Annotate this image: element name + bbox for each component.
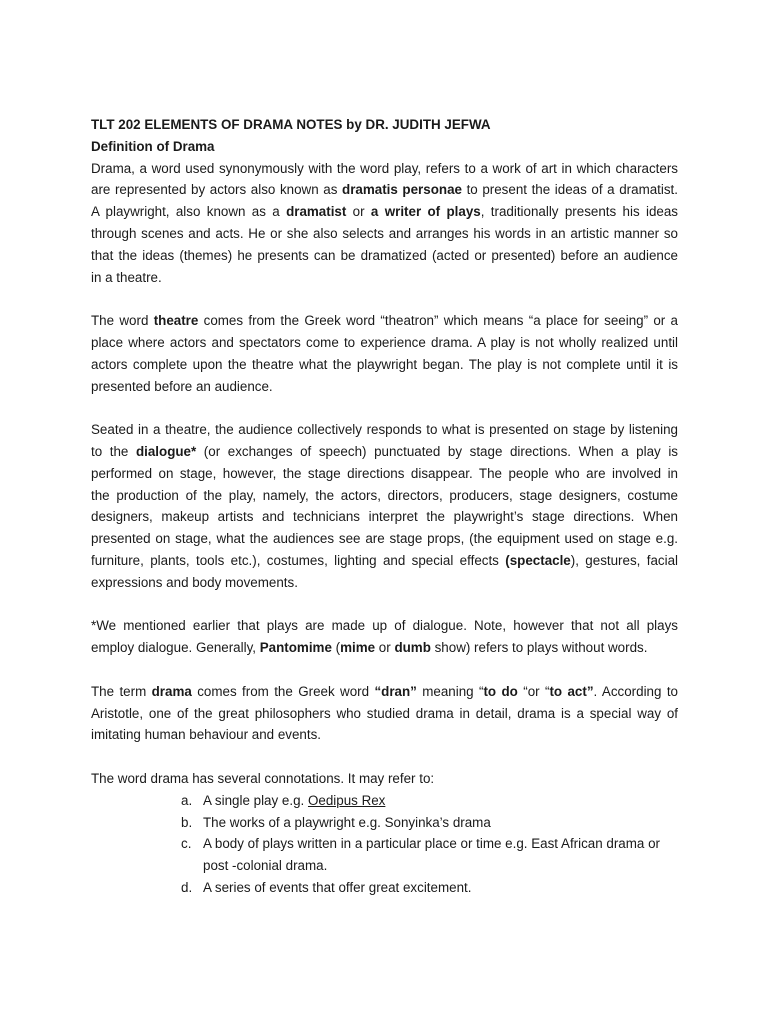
paragraph-connotations (91, 768, 678, 899)
connotations-list (91, 790, 678, 899)
list-marker: c. (181, 836, 192, 852)
text-line: furniture, plants, tools etc.), costumes, lighting and special effects (spectacle), gestures, facial (91, 552, 678, 568)
text-line: The word drama has several connotations. It may refer to: (91, 770, 435, 786)
text-line: Seated in a theatre, the audience collectively responds to what is presented on stage by listening (91, 422, 678, 438)
text-line: *We mentioned earlier that plays are made up of dialogue. Note, however that not all plays (91, 618, 678, 634)
play-title: Oedipus Rex (307, 792, 386, 808)
text-line: Drama, a word used synonymously with the word play, refers to a work of art in which characters (91, 160, 678, 176)
text-line: in a theatre. (91, 269, 162, 285)
list-item-text: The works of a playwright e.g. Sonyinka’s drama (203, 814, 491, 830)
text-line: The word theatre comes from the Greek word “theatron” which means “a place for seeing” or a (91, 313, 678, 329)
text-line: that the ideas (themes) he presents can be dramatized (acted or presented) before an audience (91, 247, 678, 263)
text-line: the production of the play, namely, the actors, directors, producers, stage designers, costume (91, 487, 678, 503)
text-line: through scenes and acts. He or she also selects and arranges his words in an artistic manner so (91, 225, 678, 241)
paragraph-gap (91, 594, 678, 616)
text-line: designers, makeup artists and technicians interpret the playwright’s stage directions. When (91, 509, 678, 525)
paragraph-definition (91, 158, 678, 289)
text-line: are represented by actors also known as dramatis personae to present the ideas of a dramatist. (91, 182, 678, 198)
paragraph-theatre (91, 310, 678, 397)
document-page (91, 114, 678, 899)
list-item-text: A body of plays written in a particular place or time e.g. East African drama or post -colonial drama. (203, 836, 660, 874)
paragraph-etymology (91, 681, 678, 746)
paragraph-gap (91, 746, 678, 768)
list-item (91, 877, 678, 899)
text-line: place where actors and spectators come to experience drama. A play is not wholly realized until (91, 334, 678, 350)
list-marker: d. (181, 879, 193, 895)
text-line: Aristotle, one of the great philosophers who studied drama in detail, drama is a special way of (91, 705, 678, 721)
paragraph-gap (91, 397, 678, 419)
text-line: presented on stage, what the audiences see are stage props, (the equipment used on stage e.g. (91, 531, 678, 547)
paragraph-footnote (91, 615, 678, 659)
list-item-text: A series of events that offer great excitement. (203, 879, 472, 895)
list-marker: b. (181, 814, 193, 830)
text-line: imitating human behaviour and events. (91, 727, 322, 743)
text-line: A playwright, also known as a dramatist or a writer of plays, traditionally presents his ideas (91, 204, 678, 220)
text-line: employ dialogue. Generally, Pantomime (mime or dumb show) refers to plays without words. (91, 640, 648, 656)
paragraph-audience (91, 419, 678, 593)
text-line: actors complete upon the theatre what the playwright began. The play is not complete until it is (91, 356, 678, 372)
list-item (91, 833, 678, 877)
list-marker: a. (181, 792, 193, 808)
list-item (91, 790, 678, 812)
document-heading: TLT 202 ELEMENTS OF DRAMA NOTES by DR. JUDITH JEFWA (91, 117, 491, 132)
paragraph-gap (91, 288, 678, 310)
text-line: expressions and body movements. (91, 574, 298, 590)
text-line: presented before an audience. (91, 378, 273, 394)
paragraph-gap (91, 659, 678, 681)
list-item-text: A single play e.g. Oedipus Rex (203, 792, 386, 808)
section-title: Definition of Drama (91, 138, 215, 154)
text-line: performed on stage, however, the stage directions disappear. The people who are involved in (91, 465, 678, 481)
text-line: to the dialogue* (or exchanges of speech) punctuated by stage directions. When a play is (91, 443, 678, 459)
list-item (91, 812, 678, 834)
text-line: The term drama comes from the Greek word “dran” meaning “to do “or “to act”. According to (91, 683, 678, 699)
